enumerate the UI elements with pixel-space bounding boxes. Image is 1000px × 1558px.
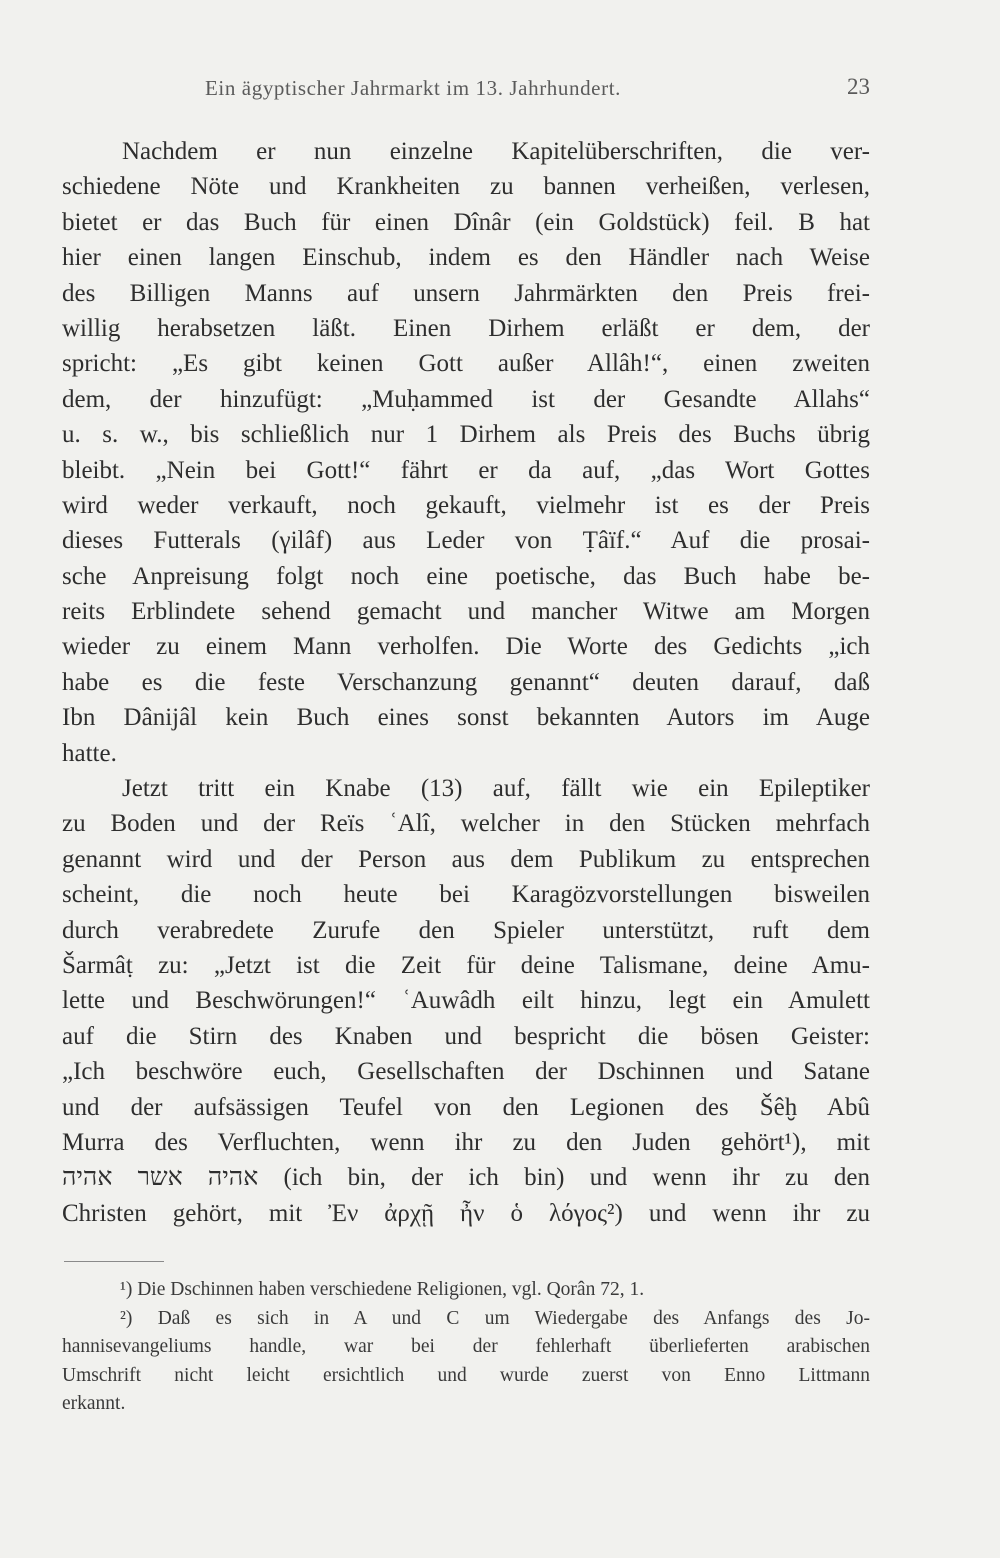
text-line: hier einen langen Einschub, indem es den Händler nach Weise (62, 244, 870, 272)
text-line: sche Anpreisung folgt noch eine poetische, das Buch habe be- (62, 562, 870, 590)
text-line: Ibn Dânijâl kein Buch eines sonst bekannten Autors im Auge (62, 704, 870, 732)
text-line: spricht: „Es gibt keinen Gott außer Allâh!“, einen zweiten (62, 350, 870, 378)
text-line: Jetzt tritt ein Knabe (13) auf, fällt wie ein Epileptiker (122, 775, 870, 803)
footnote-rule (64, 1261, 164, 1262)
text-line: willig herabsetzen läßt. Einen Dirhem erläßt er dem, der (62, 314, 870, 342)
text-line: und der aufsässigen Teufel von den Legionen des Šêḫ Abû (62, 1093, 870, 1121)
text-line: schiedene Nöte und Krankheiten zu bannen verheißen, verlesen, (62, 173, 870, 201)
text-line: u. s. w., bis schließlich nur 1 Dirhem als Preis des Buchs übrig (62, 421, 870, 449)
text-line: genannt wird und der Person aus dem Publikum zu entsprechen (62, 845, 870, 873)
footnote-line: Umschrift nicht leicht ersichtlich und wurde zuerst von Enno Littmann (62, 1364, 870, 1386)
text-line: dieses Futterals (γilâf) aus Leder von Ṭâïf.“ Auf die prosai- (62, 527, 870, 555)
text-line: wird weder verkauft, noch gekauft, vielmehr ist es der Preis (62, 491, 870, 519)
footnote-2 (62, 1305, 870, 1419)
text-line: durch verabredete Zurufe den Spieler unterstützt, ruft dem (62, 916, 870, 944)
text-line: dem, der hinzufügt: „Muḥammed ist der Gesandte Allahs“ (62, 385, 870, 413)
body-text (62, 134, 870, 1231)
text-line: bleibt. „Nein bei Gott!“ fährt er da auf, „das Wort Gottes (62, 456, 870, 484)
footnote-line: ¹) Die Dschinnen haben verschiedene Religionen, vgl. Qorân 72, 1. (120, 1279, 645, 1300)
text-line: habe es die feste Verschanzung genannt“ deuten darauf, daß (62, 668, 870, 696)
footnote-1 (62, 1276, 870, 1305)
footnote-line: ²) Daß es sich in A und C um Wiedergabe des Anfangs des Jo- (120, 1307, 870, 1329)
text-line: Nachdem er nun einzelne Kapitelüberschriften, die ver- (122, 138, 870, 165)
footnotes (62, 1276, 870, 1419)
running-title: Ein ägyptischer Jahrmarkt im 13. Jahrhundert. (205, 76, 621, 100)
page-number: 23 (847, 74, 870, 99)
text-line: Christen gehört, mit Ἐν ἀρχῇ ἦν ὁ λόγος²) und wenn ihr zu (62, 1199, 870, 1227)
text-line: bietet er das Buch für einen Dînâr (ein Goldstück) feil. B hat (62, 208, 870, 236)
text-line: Šarmâṭ zu: „Jetzt ist die Zeit für deine Talismane, deine Amu- (62, 951, 870, 979)
text-line: lette und Beschwörungen!“ ʿAuwâdh eilt hinzu, legt ein Amulett (62, 987, 870, 1015)
text-line: אהיה אשר אהיה (ich bin, der ich bin) und wenn ihr zu den (62, 1164, 870, 1192)
footnote-line: erkannt. (62, 1393, 126, 1414)
text-line: des Billigen Manns auf unsern Jahrmärkten den Preis frei- (62, 279, 870, 307)
text-line: wieder zu einem Mann verholfen. Die Worte des Gedichts „ich (62, 633, 870, 661)
footnote-line: hannisevangeliums handle, war bei der fehlerhaft überlieferten arabischen (62, 1336, 870, 1357)
text-line: „Ich beschwöre euch, Gesellschaften der Dschinnen und Satane (62, 1058, 870, 1086)
text-line: Murra des Verfluchten, wenn ihr zu den Juden gehört¹), mit (62, 1128, 870, 1156)
paragraph-2 (62, 771, 870, 1231)
text-line: reits Erblindete sehend gemacht und mancher Witwe am Morgen (62, 598, 870, 626)
text-line: auf die Stirn des Knaben und bespricht die bösen Geister: (62, 1022, 870, 1050)
text-line: hatte. (62, 739, 117, 767)
paragraph-1 (62, 134, 870, 771)
text-line: zu Boden und der Reïs ʿAlî, welcher in den Stücken mehrfach (62, 810, 870, 838)
text-line: scheint, die noch heute bei Karagözvorstellungen bisweilen (62, 881, 870, 909)
